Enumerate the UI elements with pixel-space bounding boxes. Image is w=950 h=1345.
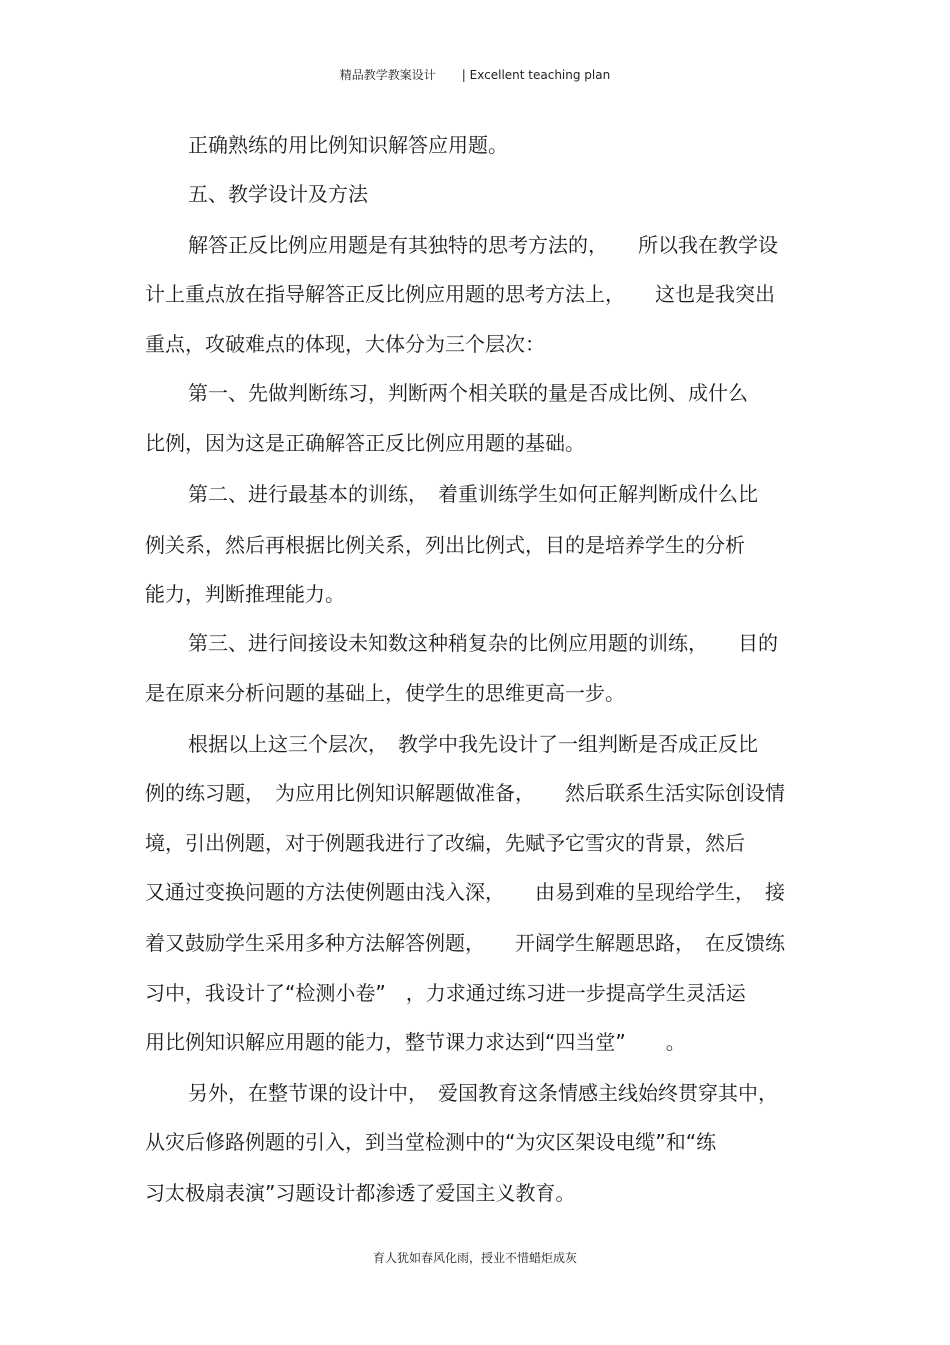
page-header — [0, 66, 950, 83]
text-line: 能力，判断推理能力。 — [145, 582, 345, 606]
section-heading: 五、教学设计及方法 — [188, 182, 368, 206]
text-line: 第二、进行最基本的训练， 着重训练学生如何正解判断成什么比 — [188, 482, 758, 506]
text-line: 第一、先做判断练习，判断两个相关联的量是否成比例、成什么 — [188, 381, 748, 405]
text-line: 从灾后修路例题的引入，到当堂检测中的“为灾区架设电缆”和“练 — [145, 1130, 717, 1154]
text-line: 习太极扇表演”习题设计都渗透了爱国主义教育。 — [145, 1181, 576, 1205]
text-line: 是在原来分析问题的基础上，使学生的思维更高一步。 — [145, 681, 625, 705]
header-subtitle: | Excellent teaching plan — [461, 68, 611, 82]
text-line: 比例，因为这是正确解答正反比例应用题的基础。 — [145, 431, 585, 455]
page-footer: 育人犹如春风化雨，授业不惜蜡炬成灰 — [372, 1251, 577, 1265]
text-line: 重点，攻破难点的体现，大体分为三个层次： — [145, 332, 545, 356]
header-title: 精品教学教案设计 — [339, 68, 436, 82]
text-line: 正确熟练的用比例知识解答应用题。 — [188, 133, 508, 157]
text-line: 解答正反比例应用题是有其独特的思考方法的， 所以我在教学设 — [188, 233, 778, 257]
text-line: 根据以上这三个层次， 教学中我先设计了一组判断是否成正反比 — [188, 732, 758, 756]
text-line: 例关系，然后再根据比例关系，列出比例式，目的是培养学生的分析 — [145, 533, 745, 557]
text-line: 境，引出例题，对于例题我进行了改编，先赋予它雪灾的背景，然后 — [145, 831, 745, 855]
text-line: 另外，在整节课的设计中， 爱国教育这条情感主线始终贯穿其中， — [188, 1081, 778, 1105]
text-line: 着又鼓励学生采用多种方法解答例题， 开阔学生解题思路， 在反馈练 — [145, 931, 785, 955]
text-line: 第三、进行间接设未知数这种稍复杂的比例应用题的训练， 目的 — [188, 631, 778, 655]
text-line: 习中，我设计了“检测小卷” ，力求通过练习进一步提高学生灵活运 — [145, 981, 746, 1005]
text-line: 例的练习题， 为应用比例知识解题做准备， 然后联系生活实际创设情 — [145, 781, 785, 805]
text-line: 用比例知识解应用题的能力，整节课力求达到“四当堂” 。 — [145, 1030, 686, 1054]
text-line: 又通过变换问题的方法使例题由浅入深， 由易到难的呈现给学生， 接 — [145, 880, 785, 904]
text-line: 计上重点放在指导解答正反比例应用题的思考方法上， 这也是我突出 — [145, 282, 775, 306]
